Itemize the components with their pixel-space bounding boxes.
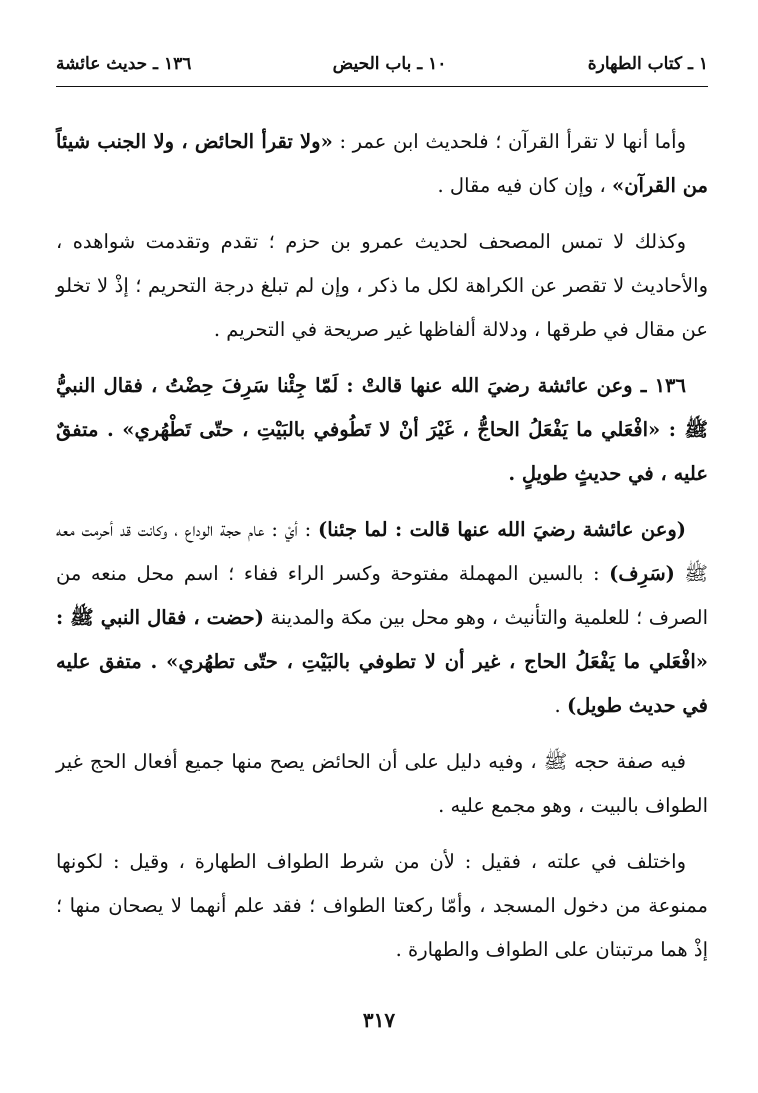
header-hadith-title: ١٣٦ ـ حديث عائشة (56, 54, 192, 74)
text-segment: فيه صفة حجه ﷺ ، وفيه دليل على أن الحائض يصح منها جميع أفعال الحج غير الطواف بالبيت ، وهو مجمع عليه . (56, 750, 708, 817)
text-segment: : أيْ : عام حجة الوداع ، وكانت قد أحرمت معه ﷺ (56, 518, 708, 585)
paragraph (56, 120, 708, 208)
text-segment: وكذلك لا تمس المصحف لحديث عمرو بن حزم ؛ تقدم وتقدمت شواهده ، والأحاديث لا تقصر عن الكراهة لكل ما ذكر ، وإن لم تبلغ درجة التحريم ؛ إذْ لا تخلو عن مقال في طرقها ، ودلالة ألفاظها غير صريحة في التحريم . (56, 230, 708, 341)
text-segment: وأما أنها لا تقرأ القرآن ؛ فلحديث ابن عمر : (332, 130, 687, 153)
header-book-title: ١ ـ كتاب الطهارة (587, 54, 708, 74)
bold-text-segment: (سَرِف) (609, 562, 675, 585)
paragraph (56, 364, 708, 496)
text-segment: ، وإن كان فيه مقال . (437, 174, 612, 197)
running-header (56, 46, 708, 82)
body-text (56, 120, 708, 984)
paragraph (56, 740, 708, 828)
page-number: ٣١٧ (362, 1008, 396, 1032)
text-segment: : بالسين المهملة مفتوحة وكسر الراء ففاء ؛ اسم محل منعه من الصرف ؛ للعلمية والتأنيث ، وهو محل بين مكة والمدينة (56, 562, 708, 629)
header-divider (56, 86, 708, 87)
bold-text-segment: «ولا تقرأ الحائض ، ولا الجنب شيئاً من القرآن» (56, 130, 708, 197)
paragraph (56, 840, 708, 972)
bold-text-segment: ١٣٦ ـ وعن عائشة رضيَ الله عنها قالتْ : لَمّا جِئْنا سَرِفَ حِضْتُ ، فقال النبيُّ ﷺ : «افْعَلي ما يَفْعَلُ الحاجُّ ، غَيْرَ أنْ لا تَطُوفي بالبَيْتِ ، حتّى تَطْهُري» . متفقٌ عليه ، في حديثٍ طويلٍ . (56, 374, 708, 485)
bold-text-segment: (حضت ، فقال النبي ﷺ : «افْعَلي ما يَفْعَلُ الحاج ، غير أن لا تطوفي بالبَيْتِ ، حتّى تطهُري» . متفق عليه في حديث طويل) (56, 606, 708, 717)
text-segment: واختلف في علته ، فقيل : لأن من شرط الطواف الطهارة ، وقيل : لكونها ممنوعة من دخول المسجد ، وأمّا ركعتا الطواف ؛ فقد علم أنهما لا يصحان منها ؛ إذْ هما مرتبتان على الطواف والطهارة . (56, 850, 708, 961)
paragraph (56, 220, 708, 352)
text-segment: . (554, 694, 567, 717)
header-chapter-title: ١٠ ـ باب الحيض (332, 54, 447, 74)
paragraph (56, 508, 708, 728)
bold-text-segment: (وعن عائشة رضيَ الله عنها قالت : لما جئنا) (318, 518, 687, 541)
